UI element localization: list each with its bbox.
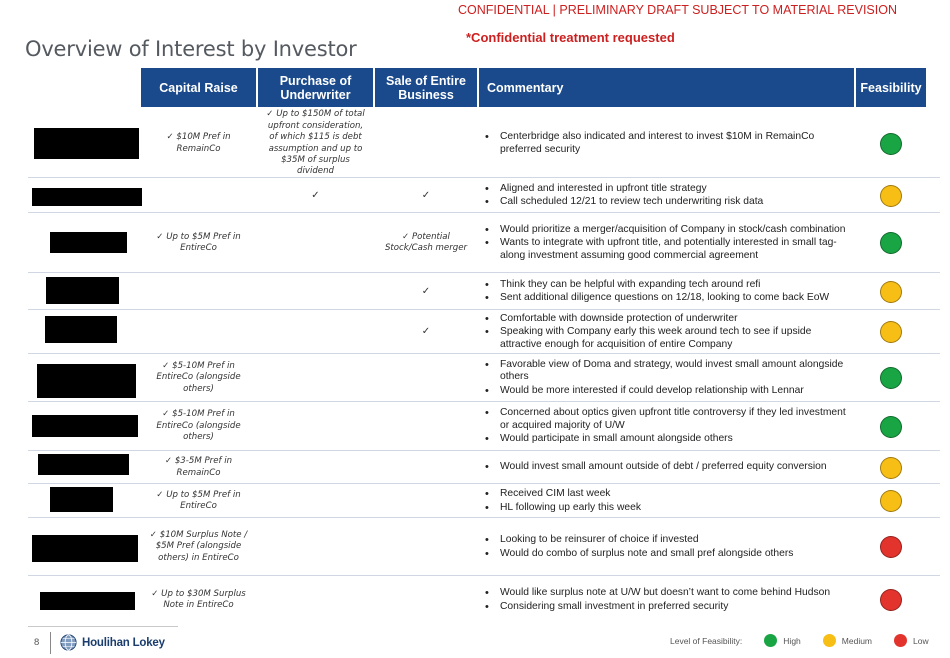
legend-low-label: Low: [913, 635, 929, 646]
legend-medium-label: Medium: [841, 635, 873, 646]
commentary-bullet: • HL following up early this week: [484, 502, 849, 515]
feasibility-legend: [670, 634, 929, 647]
capital-raise-cell: [141, 109, 256, 178]
page-title: Overview of Interest by Investor: [25, 37, 357, 61]
page-number: 8: [34, 637, 40, 648]
footer-rule: [28, 626, 178, 627]
legend-low-dot: [894, 634, 907, 647]
purchase-underwriter-cell: [258, 576, 373, 624]
brand-name: Houlihan Lokey: [82, 636, 165, 649]
sale-entire-business-cell: [375, 109, 477, 178]
capital-raise-cell-text: ✓ $10M Pref in RemainCo: [166, 132, 231, 154]
feasibility-medium-dot: [880, 185, 902, 207]
purchase-underwriter-cell: [258, 354, 373, 402]
confidential-treatment-note: *Confidential treatment requested: [466, 30, 675, 45]
capital-raise-cell: [141, 484, 256, 518]
purchase-underwriter-cell-text: ✓ Up to $150M of total upfront consideration, of which $115 is debt assumption and up to $35M of surplus dividend: [266, 109, 365, 177]
confidential-notice: CONFIDENTIAL | PRELIMINARY DRAFT SUBJECT TO MATERIAL REVISION: [458, 3, 897, 17]
capital-raise-cell: [141, 310, 256, 354]
legend-label: Level of Feasibility:: [670, 635, 743, 646]
sale-entire-business-cell-text: ✓ Potential Stock/Cash merger: [384, 231, 468, 253]
investor-row: [0, 354, 950, 402]
feasibility-high-dot: [880, 367, 902, 389]
commentary-list: [484, 109, 849, 178]
sale-entire-business-cell: [375, 451, 477, 484]
investor-row: [0, 451, 950, 484]
feasibility-low-dot: [880, 589, 902, 611]
commentary-list: [484, 518, 849, 576]
investor-row: [0, 310, 950, 354]
commentary-bullet: • Would be more interested if could develop relationship with Lennar: [484, 385, 849, 398]
redacted-investor-name: [50, 487, 113, 512]
capital-raise-cell: [141, 213, 256, 273]
capital-raise-cell-text: ✓ Up to $30M Surplus Note in EntireCo: [151, 588, 246, 610]
commentary-bullet: • Speaking with Company early this week around tech to see if upside attractive enough for acquisition of entire Company: [484, 326, 849, 351]
purchase-underwriter-cell: [258, 273, 373, 310]
header-sale-entire-business: [375, 68, 477, 107]
commentary-list: [484, 402, 849, 451]
redacted-investor-name: [46, 277, 119, 304]
redacted-investor-name: [50, 232, 127, 253]
commentary-bullet: • Concerned about optics given upfront title controversy if they led investment or acquired majority of U/W: [484, 407, 849, 432]
purchase-underwriter-cell: [258, 310, 373, 354]
header-purchase-underwriter: [258, 68, 373, 107]
commentary-list: [484, 451, 849, 484]
commentary-bullet: • Would like surplus note at U/W but doesn’t want to come behind Hudson: [484, 587, 849, 600]
commentary-list: [484, 354, 849, 402]
capital-raise-cell-text: ✓ Up to $5M Pref in EntireCo: [156, 489, 241, 511]
investor-row: [0, 178, 950, 213]
header-feasibility: [856, 68, 926, 107]
footer-separator: [50, 632, 51, 654]
purchase-underwriter-cell: [258, 484, 373, 518]
commentary-bullet: • Would prioritize a merger/acquisition of Company in stock/cash combination: [484, 224, 849, 237]
purchase-underwriter-cell-text: ✓: [311, 189, 320, 201]
commentary-bullet: • Think they can be helpful with expanding tech around refi: [484, 279, 849, 292]
redacted-investor-name: [37, 364, 136, 398]
sale-entire-business-cell: [375, 178, 477, 213]
commentary-list: [484, 310, 849, 354]
commentary-bullet: • Aligned and interested in upfront title strategy: [484, 183, 849, 196]
commentary-bullet: • Considering small investment in preferred security: [484, 601, 849, 614]
feasibility-medium-dot: [880, 490, 902, 512]
sale-entire-business-cell: [375, 213, 477, 273]
capital-raise-cell: [141, 273, 256, 310]
legend-high-label: High: [783, 635, 801, 646]
header-feasibility-label: Feasibility: [860, 80, 922, 95]
commentary-bullet: • Favorable view of Doma and strategy, would invest small amount alongside others: [484, 359, 849, 384]
commentary-list: [484, 213, 849, 273]
sale-entire-business-cell: [375, 484, 477, 518]
investor-row: [0, 576, 950, 624]
sale-entire-business-cell: [375, 518, 477, 576]
capital-raise-cell-text: ✓ $10M Surplus Note / $5M Pref (alongside others) in EntireCo: [149, 529, 248, 563]
redacted-investor-name: [32, 535, 138, 562]
redacted-investor-name: [45, 316, 117, 343]
globe-logo-icon: [60, 634, 77, 651]
sale-entire-business-cell-text: ✓: [421, 285, 431, 297]
header-sale-label: Sale of Entire Business: [386, 73, 466, 102]
feasibility-high-dot: [880, 232, 902, 254]
purchase-underwriter-cell: [258, 178, 373, 213]
capital-raise-cell: [141, 402, 256, 451]
redacted-investor-name: [34, 128, 139, 159]
capital-raise-cell-text: ✓ Up to $5M Pref in EntireCo: [156, 231, 241, 253]
commentary-bullet: • Centerbridge also indicated and interest to invest $10M in RemainCo preferred security: [484, 131, 849, 156]
commentary-list: [484, 178, 849, 213]
capital-raise-cell-text: ✓ $3-5M Pref in RemainCo: [164, 456, 233, 478]
sale-entire-business-cell: [375, 354, 477, 402]
purchase-underwriter-cell: [258, 518, 373, 576]
feasibility-high-dot: [880, 133, 902, 155]
commentary-bullet: • Sent additional diligence questions on 12/18, looking to come back EoW: [484, 292, 849, 305]
feasibility-low-dot: [880, 536, 902, 558]
purchase-underwriter-cell: [258, 213, 373, 273]
capital-raise-cell: [141, 178, 256, 213]
feasibility-medium-dot: [880, 281, 902, 303]
redacted-investor-name: [38, 454, 129, 475]
redacted-investor-name: [40, 592, 135, 610]
capital-raise-cell: [141, 354, 256, 402]
capital-raise-cell-text: ✓ $5-10M Pref in EntireCo (alongside others): [156, 360, 241, 394]
redacted-investor-name: [32, 188, 142, 206]
capital-raise-cell: [141, 576, 256, 624]
header-commentary-label: Commentary: [487, 80, 564, 95]
investor-row: [0, 518, 950, 576]
sale-entire-business-cell: [375, 402, 477, 451]
feasibility-medium-dot: [880, 321, 902, 343]
sale-entire-business-cell: [375, 273, 477, 310]
sale-entire-business-cell: [375, 310, 477, 354]
capital-raise-cell: [141, 451, 256, 484]
header-commentary: [479, 68, 854, 107]
header-capital-raise: [141, 68, 256, 107]
investor-row: [0, 109, 950, 178]
commentary-list: [484, 576, 849, 624]
houlihan-lokey-logo: [60, 634, 165, 651]
feasibility-high-dot: [880, 416, 902, 438]
capital-raise-cell-text: ✓ $5-10M Pref in EntireCo (alongside others): [156, 409, 241, 443]
sale-entire-business-cell-text: ✓: [421, 326, 431, 338]
purchase-underwriter-cell: [258, 109, 373, 178]
commentary-bullet: • Wants to integrate with upfront title, and potentially interested in small tag-along investment assuming good commercial agreement: [484, 237, 849, 262]
commentary-bullet: • Received CIM last week: [484, 488, 849, 501]
sale-entire-business-cell-text: ✓: [421, 189, 431, 201]
commentary-bullet: • Would do combo of surplus note and small pref alongside others: [484, 548, 849, 561]
investor-row: [0, 273, 950, 310]
header-purchase-label: Purchase of Underwriter: [279, 73, 352, 102]
commentary-bullet: • Comfortable with downside protection of underwriter: [484, 313, 849, 326]
purchase-underwriter-cell: [258, 451, 373, 484]
purchase-underwriter-cell: [258, 402, 373, 451]
header-capital-raise-label: Capital Raise: [159, 80, 238, 95]
investor-row: [0, 213, 950, 273]
legend-medium-dot: [823, 634, 836, 647]
investor-row: [0, 402, 950, 451]
commentary-list: [484, 273, 849, 310]
commentary-bullet: • Would invest small amount outside of debt / preferred equity conversion: [484, 461, 849, 474]
sale-entire-business-cell: [375, 576, 477, 624]
commentary-bullet: • Call scheduled 12/21 to review tech underwriting risk data: [484, 196, 849, 209]
legend-high-dot: [764, 634, 777, 647]
feasibility-medium-dot: [880, 457, 902, 479]
commentary-bullet: • Would participate in small amount alongside others: [484, 433, 849, 446]
capital-raise-cell: [141, 518, 256, 576]
investor-row: [0, 484, 950, 518]
redacted-investor-name: [32, 415, 138, 437]
commentary-bullet: • Looking to be reinsurer of choice if invested: [484, 534, 849, 547]
commentary-list: [484, 484, 849, 518]
